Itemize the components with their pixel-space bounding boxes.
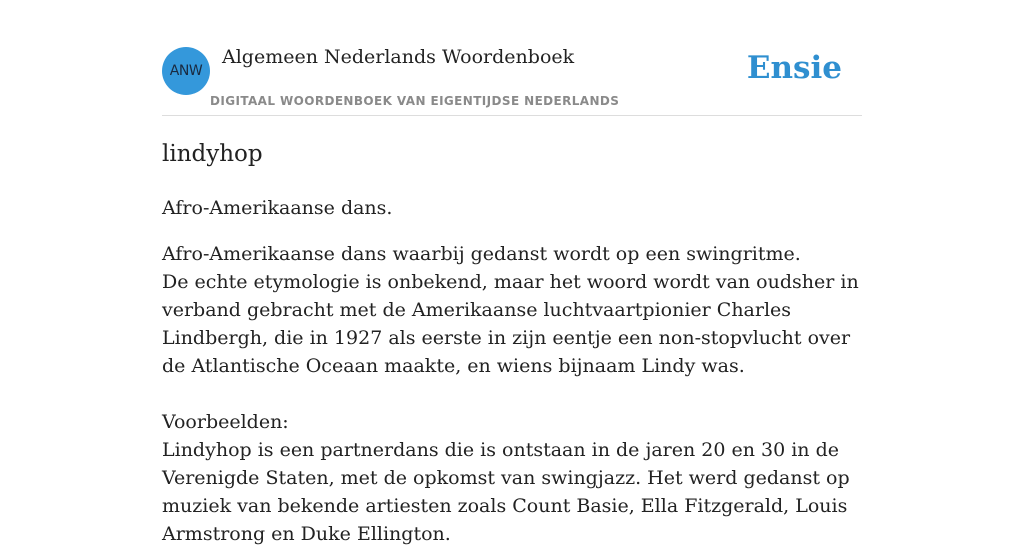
- paragraph-spacer: [162, 380, 862, 408]
- entry-content: [162, 138, 862, 548]
- entry-headword: lindyhop: [162, 141, 263, 167]
- ensie-logo[interactable]: Ensie: [746, 50, 842, 86]
- examples-label: Voorbeelden:: [162, 411, 289, 433]
- definition-text: Afro-Amerikaanse dans waarbij gedanst wordt op een swingritme.: [162, 243, 801, 265]
- entry-body: [162, 240, 862, 548]
- site-subtitle: DIGITAAL WOORDENBOEK VAN EIGENTIJDSE NEDERLANDS: [210, 94, 620, 108]
- etymology-text: De echte etymologie is onbekend, maar het woord wordt van oudsher in verband gebracht met de Amerikaanse luchtvaartpionier Charles Lindbergh, die in 1927 als eerste in zijn eentje een non-stopvlucht over de Atlantische Oceaan maakte, en wiens bijnaam Lindy was.: [162, 271, 859, 377]
- anw-logo[interactable]: ANW: [162, 47, 210, 95]
- example-text: Lindyhop is een partnerdans die is ontstaan in de jaren 20 en 30 in de Verenigde Staten, met de opkomst van swingjazz. Het werd gedanst op muziek van bekende artiesten zoals Count Basie, Ella Fitzgerald, Louis Armstrong en Duke Ellington.: [162, 439, 850, 545]
- short-definition: Afro-Amerikaanse dans.: [162, 197, 393, 219]
- site-title[interactable]: Algemeen Nederlands Woordenboek: [222, 46, 575, 68]
- site-header: [162, 42, 862, 116]
